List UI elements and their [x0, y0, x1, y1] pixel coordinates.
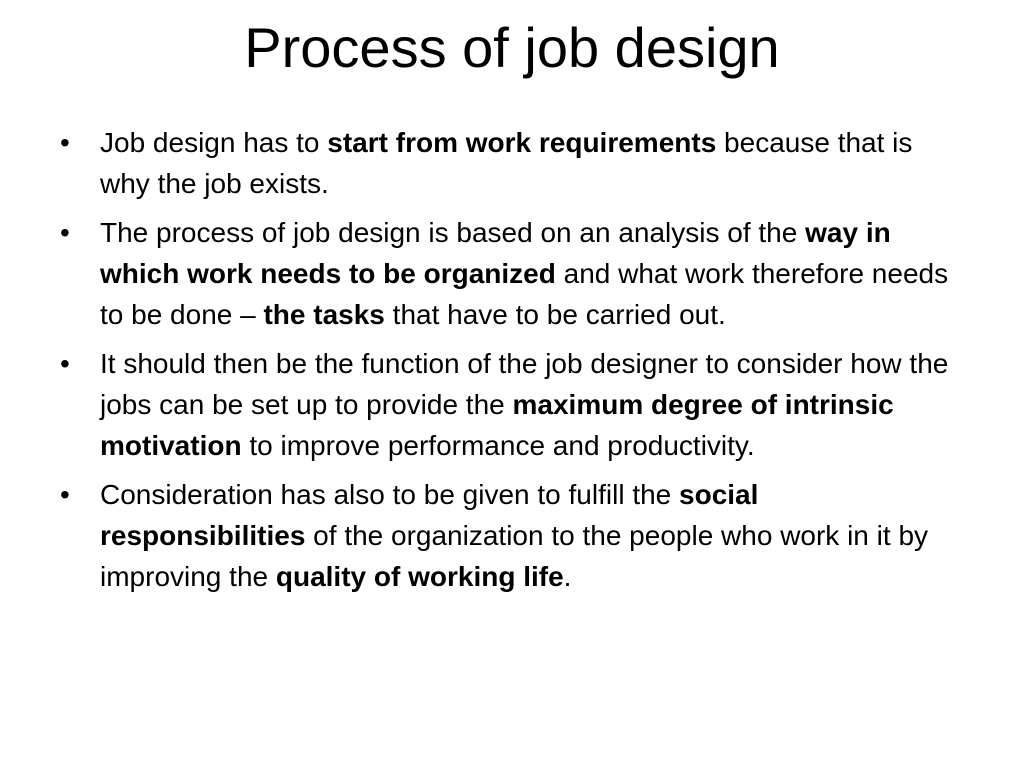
bullet-segment: It should then be the function of the job designer to consider how the jobs can be set up to provide the [100, 348, 949, 420]
bullet-marker: • [60, 348, 70, 379]
bullet-text [100, 479, 928, 592]
bullet-emphasis: the tasks [263, 299, 385, 330]
bullet-text [100, 348, 948, 461]
bullet-segment: The process of job design is based on an analysis of the [100, 217, 806, 248]
bullet-segment: Consideration has also to be given to fulfill the [100, 479, 680, 510]
bullet-text [100, 127, 912, 199]
bullet-item [56, 122, 966, 204]
bullet-segment: and what work therefore needs to be done – [100, 258, 949, 330]
bullet-item [56, 474, 966, 597]
bullet-emphasis: quality of working life [275, 561, 564, 592]
bullet-item [56, 212, 966, 335]
bullet-marker: • [60, 479, 70, 510]
bullet-emphasis: way in which work needs to be organized [100, 217, 891, 289]
bullet-segment: that have to be carried out. [384, 299, 726, 330]
bullet-marker: • [60, 217, 70, 248]
bullet-text [100, 217, 948, 330]
bullet-emphasis: maximum degree of intrinsic motivation [100, 389, 894, 461]
bullet-emphasis: start from work requirements [327, 127, 717, 158]
bullet-item [56, 343, 966, 466]
bullet-segment: . [563, 561, 572, 592]
bullet-segment: because that is why the job exists. [100, 127, 913, 199]
bullet-segment: to improve performance and productivity. [241, 430, 755, 461]
bullet-list [56, 122, 966, 605]
bullet-segment: of the organization to the people who work in it by improving the [100, 520, 929, 592]
bullet-segment: Job design has to [100, 127, 328, 158]
bullet-marker: • [60, 127, 70, 158]
bullet-emphasis: social responsibilities [100, 479, 759, 551]
slide-title: Process of job design [244, 16, 780, 79]
